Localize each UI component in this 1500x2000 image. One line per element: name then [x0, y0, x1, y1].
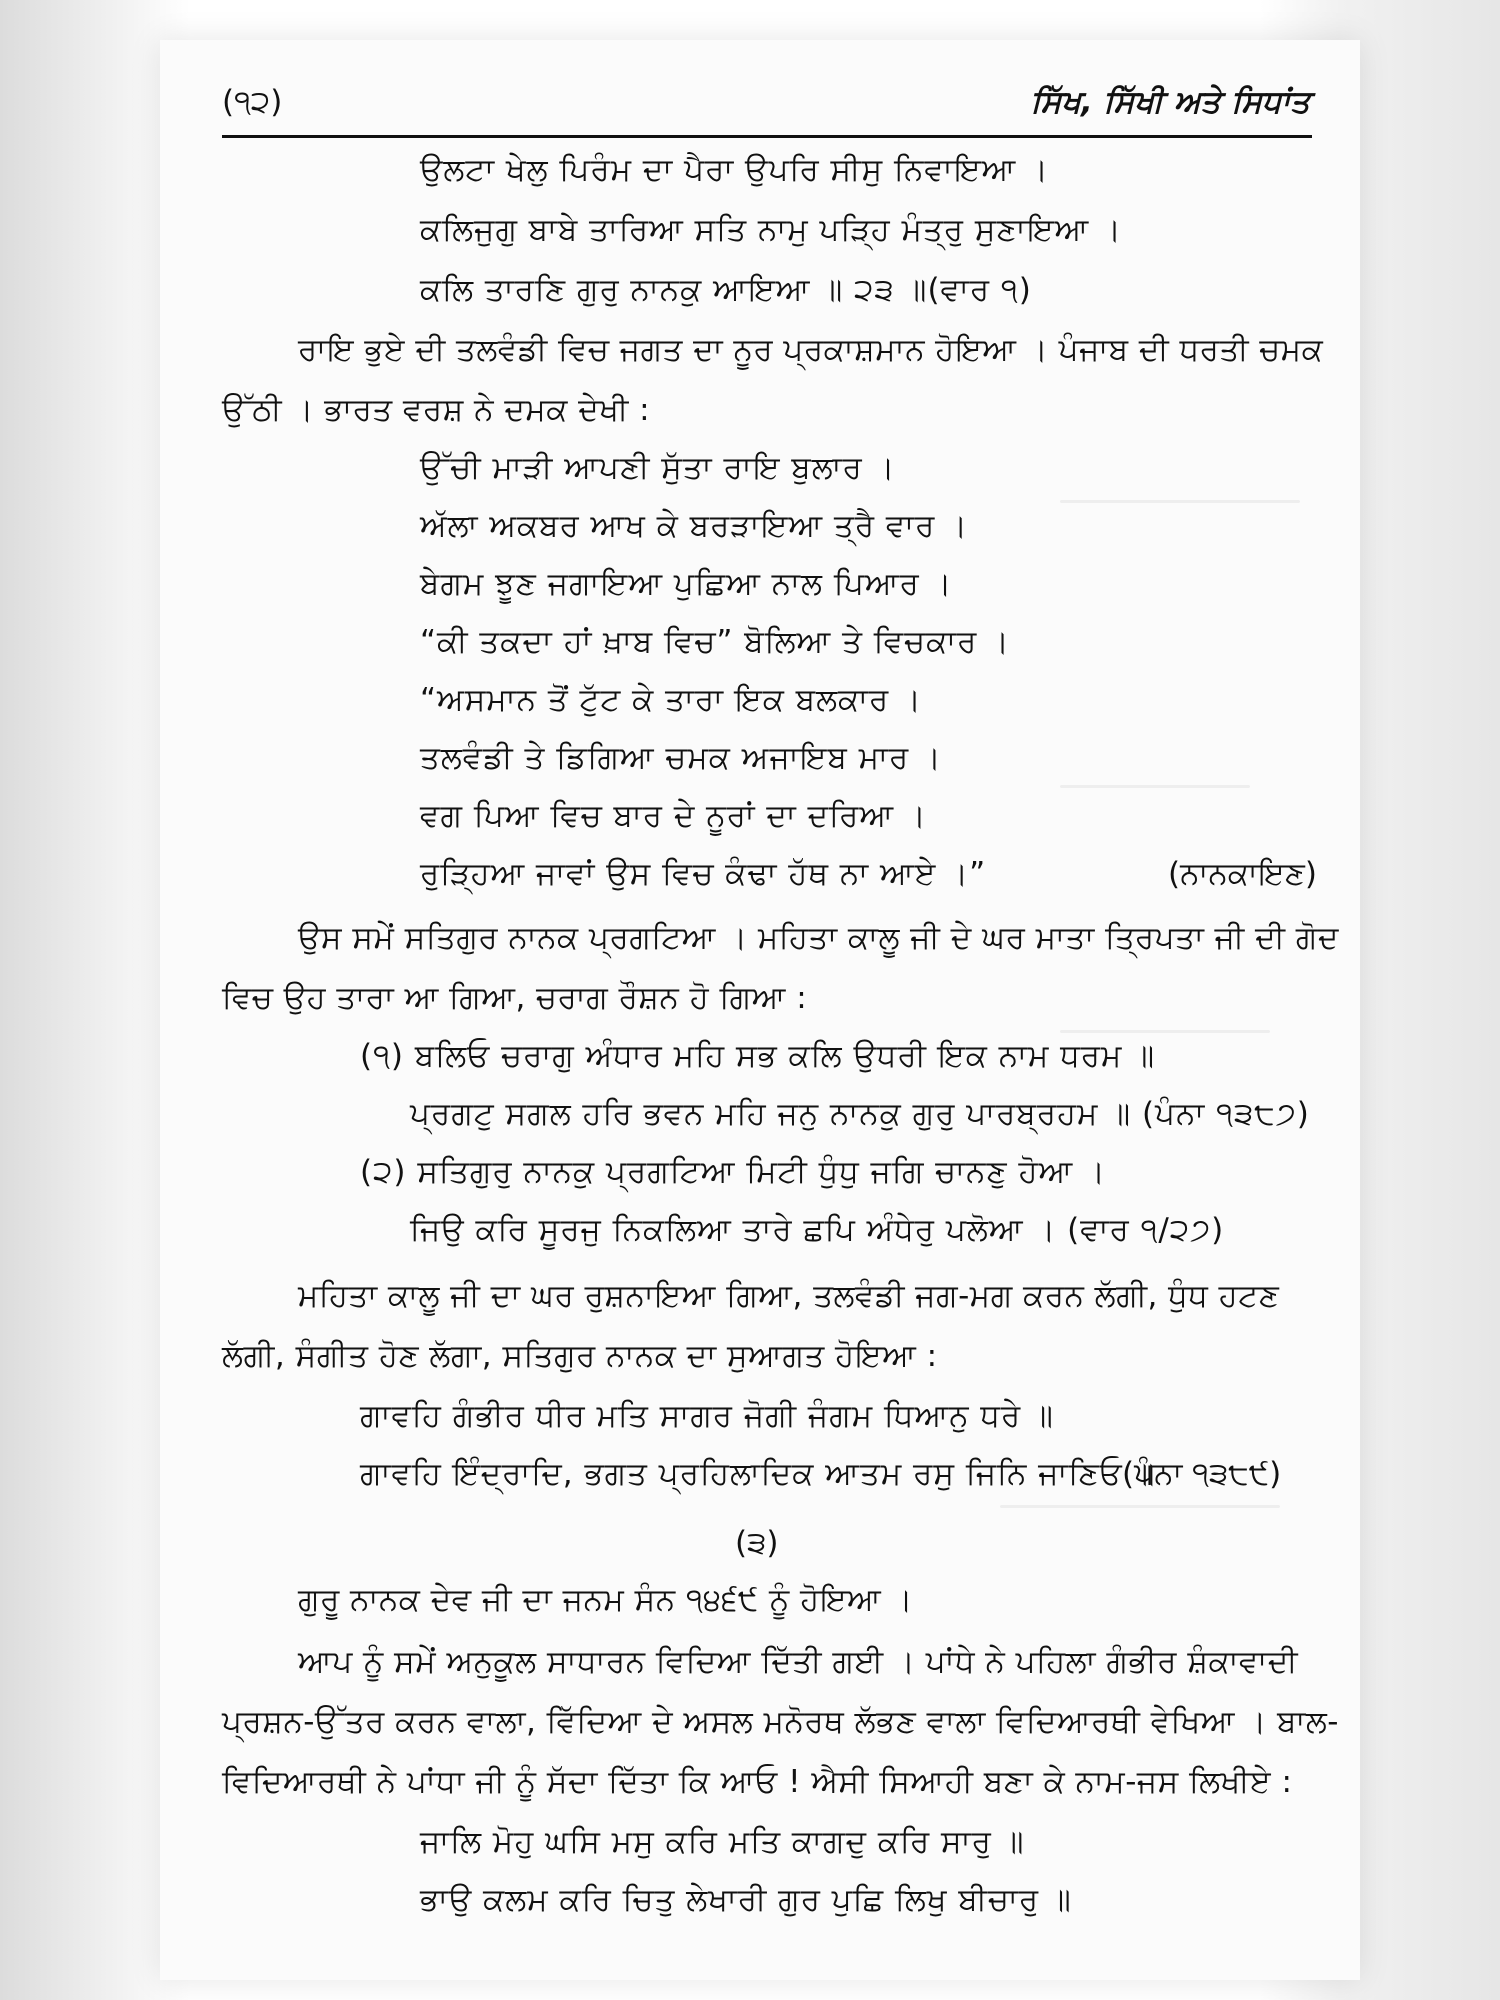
verse-line: ਕਲਿ ਤਾਰਣਿ ਗੁਰੁ ਨਾਨਕੁ ਆਇਆ ॥ ੨੩ ॥(ਵਾਰ ੧) [420, 272, 1032, 308]
paragraph-line: ਰਾਇ ਭੁਏ ਦੀ ਤਲਵੰਡੀ ਵਿਚ ਜਗਤ ਦਾ ਨੂਰ ਪ੍ਰਕਾਸ਼ਮਾਨ ਹੋਇਆ । ਪੰਜਾਬ ਦੀ ਧਰਤੀ ਚਮਕ [298, 332, 1324, 368]
verse-line: ਕਲਿਜੁਗੁ ਬਾਬੇ ਤਾਰਿਆ ਸਤਿ ਨਾਮੁ ਪੜ੍ਹਿ ਮੰਤ੍ਰੁ ਸੁਣਾਇਆ । [420, 212, 1122, 248]
citation: (ਪੰਨਾ ੧੩੮੯) [1122, 1456, 1282, 1492]
poem-line: “ਕੀ ਤਕਦਾ ਹਾਂ ਖ਼ਾਬ ਵਿਚ” ਬੋਲਿਆ ਤੇ ਵਿਚਕਾਰ । [420, 624, 1011, 660]
paragraph-line: ਲੱਗੀ, ਸੰਗੀਤ ਹੋਣ ਲੱਗਾ, ਸਤਿਗੁਰ ਨਾਨਕ ਦਾ ਸੁਆਗਤ ਹੋਇਆ : [222, 1338, 938, 1374]
poem-line: “ਅਸਮਾਨ ਤੋਂ ਟੁੱਟ ਕੇ ਤਾਰਾ ਇਕ ਬਲਕਾਰ । [420, 682, 923, 718]
paragraph-line: ਮਹਿਤਾ ਕਾਲੂ ਜੀ ਦਾ ਘਰ ਰੁਸ਼ਨਾਇਆ ਗਿਆ, ਤਲਵੰਡੀ ਜਗ-ਮਗ ਕਰਨ ਲੱਗੀ, ਧੁੰਧ ਹਟਣ [298, 1278, 1280, 1314]
paragraph-line: ਉੱਠੀ । ਭਾਰਤ ਵਰਸ਼ ਨੇ ਦਮਕ ਦੇਖੀ : [222, 392, 651, 428]
section-marker: (੩) [735, 1525, 779, 1561]
paragraph-line: ਉਸ ਸਮੇਂ ਸਤਿਗੁਰ ਨਾਨਕ ਪ੍ਰਗਟਿਆ । ਮਹਿਤਾ ਕਾਲੂ ਜੀ ਦੇ ਘਰ ਮਾਤਾ ਤ੍ਰਿਪਤਾ ਜੀ ਦੀ ਗੋਦ [298, 920, 1339, 956]
bleed-through-mark [1060, 785, 1250, 788]
scripture-line: ਜਾਲਿ ਮੋਹੁ ਘਸਿ ਮਸੁ ਕਰਿ ਮਤਿ ਕਾਗਦੁ ਕਰਿ ਸਾਰੁ ॥ [420, 1824, 1025, 1860]
scripture-line: ਗਾਵਹਿ ਇੰਦ੍ਰਾਦਿ, ਭਗਤ ਪ੍ਰਹਿਲਾਦਿਕ ਆਤਮ ਰਸੁ ਜਿਨਿ ਜਾਣਿਓ ॥ [360, 1456, 1156, 1492]
scripture-line: (੨) ਸਤਿਗੁਰੁ ਨਾਨਕੁ ਪ੍ਰਗਟਿਆ ਮਿਟੀ ਧੁੰਧੁ ਜਗਿ ਚਾਨਣੁ ਹੋਆ । [360, 1154, 1106, 1190]
poem-line: ਬੇਗਮ ਝੂਣ ਜਗਾਇਆ ਪੁਛਿਆ ਨਾਲ ਪਿਆਰ । [420, 566, 953, 602]
paragraph-line: ਗੁਰੂ ਨਾਨਕ ਦੇਵ ਜੀ ਦਾ ਜਨਮ ਸੰਨ ੧੪੬੯ ਨੂੰ ਹੋਇਆ । [298, 1582, 914, 1618]
book-title: ਸਿੱਖ, ਸਿੱਖੀ ਅਤੇ ਸਿਧਾਂਤ [1030, 84, 1310, 120]
paragraph-line: ਵਿਚ ਉਹ ਤਾਰਾ ਆ ਗਿਆ, ਚਰਾਗ ਰੌਸ਼ਨ ਹੋ ਗਿਆ : [222, 980, 808, 1016]
page-number: (੧੨) [222, 84, 283, 120]
scripture-line: ਭਾਉ ਕਲਮ ਕਰਿ ਚਿਤੁ ਲੇਖਾਰੀ ਗੁਰ ਪੁਛਿ ਲਿਖੁ ਬੀਚਾਰੁ ॥ [420, 1882, 1072, 1918]
bleed-through-mark [1000, 1505, 1280, 1508]
scripture-line: ਗਾਵਹਿ ਗੰਭੀਰ ਧੀਰ ਮਤਿ ਸਾਗਰ ਜੋਗੀ ਜੰਗਮ ਧਿਆਨੁ ਧਰੇ ॥ [360, 1398, 1054, 1434]
running-header [222, 82, 1310, 130]
scripture-line: ਪ੍ਰਗਟੁ ਸਗਲ ਹਰਿ ਭਵਨ ਮਹਿ ਜਨੁ ਨਾਨਕੁ ਗੁਰੁ ਪਾਰਬ੍ਰਹਮ ॥ (ਪੰਨਾ ੧੩੮੭) [410, 1096, 1310, 1132]
paragraph-line: ਆਪ ਨੂੰ ਸਮੇਂ ਅਨੁਕੂਲ ਸਾਧਾਰਨ ਵਿਦਿਆ ਦਿੱਤੀ ਗਈ । ਪਾਂਧੇ ਨੇ ਪਹਿਲਾ ਗੰਭੀਰ ਸ਼ੰਕਾਵਾਦੀ [298, 1644, 1299, 1680]
poem-line: ਰੁੜ੍ਹਿਆ ਜਾਵਾਂ ਉਸ ਵਿਚ ਕੰਢਾ ਹੱਥ ਨਾ ਆਏ ।” [420, 856, 987, 892]
paragraph-line: ਪ੍ਰਸ਼ਨ-ਉੱਤਰ ਕਰਨ ਵਾਲਾ, ਵਿੱਦਿਆ ਦੇ ਅਸਲ ਮਨੋਰਥ ਲੱਭਣ ਵਾਲਾ ਵਿਦਿਆਰਥੀ ਵੇਖਿਆ । ਬਾਲ- [222, 1704, 1339, 1740]
scripture-line: (੧) ਬਲਿਓ ਚਰਾਗੁ ਅੰਧਾਰ ਮਹਿ ਸਭ ਕਲਿ ਉਧਰੀ ਇਕ ਨਾਮ ਧਰਮ ॥ [360, 1038, 1156, 1074]
bleed-through-mark [1060, 1030, 1270, 1033]
poem-line: ਵਗ ਪਿਆ ਵਿਚ ਬਾਰ ਦੇ ਨੂਰਾਂ ਦਾ ਦਰਿਆ । [420, 798, 927, 834]
poem-line: ਅੱਲਾ ਅਕਬਰ ਆਖ ਕੇ ਬਰੜਾਇਆ ਤ੍ਰੈ ਵਾਰ । [420, 508, 969, 544]
poem-line: ਉੱਚੀ ਮਾੜੀ ਆਪਣੀ ਸੁੱਤਾ ਰਾਇ ਬੁਲਾਰ । [420, 450, 896, 486]
poem-line: ਤਲਵੰਡੀ ਤੇ ਡਿਗਿਆ ਚਮਕ ਅਜਾਇਬ ਮਾਰ । [420, 740, 942, 776]
verse-line: ਉਲਟਾ ਖੇਲੁ ਪਿਰੰਮ ਦਾ ਪੈਰਾ ਉਪਰਿ ਸੀਸੁ ਨਿਵਾਇਆ । [420, 152, 1050, 188]
header-rule [222, 135, 1312, 138]
bleed-through-mark [1060, 500, 1300, 503]
scripture-line: ਜਿਉ ਕਰਿ ਸੂਰਜੁ ਨਿਕਲਿਆ ਤਾਰੇ ਛਪਿ ਅੰਧੇਰੁ ਪਲੋਆ । (ਵਾਰ ੧/੨੭) [410, 1212, 1225, 1248]
citation: (ਨਾਨਕਾਇਣ) [1168, 856, 1317, 892]
paragraph-line: ਵਿਦਿਆਰਥੀ ਨੇ ਪਾਂਧਾ ਜੀ ਨੂੰ ਸੱਦਾ ਦਿੱਤਾ ਕਿ ਆਓ ! ਐਸੀ ਸਿਆਹੀ ਬਣਾ ਕੇ ਨਾਮ-ਜਸ ਲਿਖੀਏ : [222, 1764, 1293, 1800]
